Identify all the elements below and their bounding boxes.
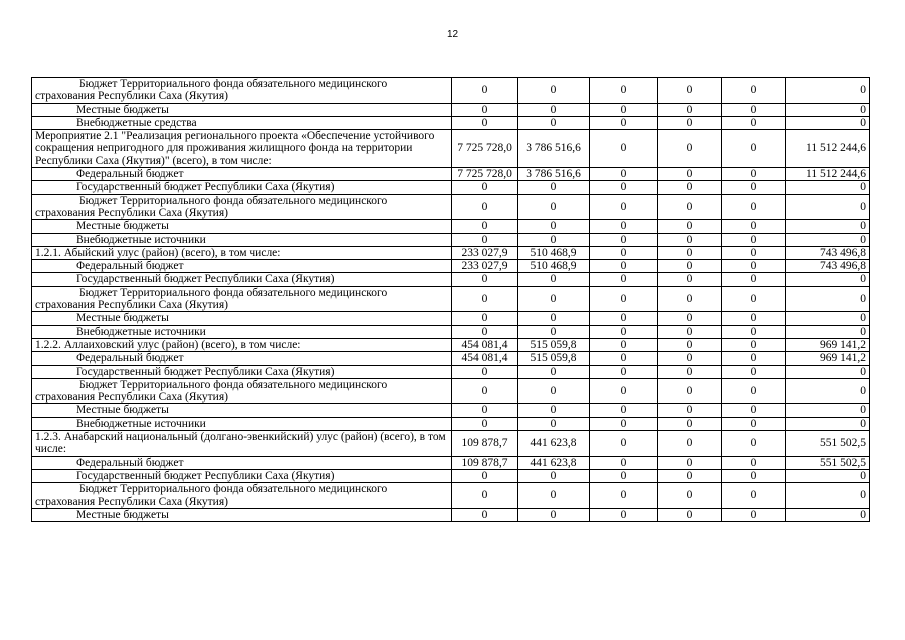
value-col-2: 0	[518, 286, 590, 312]
value-col-5: 0	[722, 194, 786, 220]
value-col-3: 0	[590, 365, 658, 378]
row-label: Государственный бюджет Республики Саха (Якутия)	[32, 181, 452, 194]
value-col-2: 510 468,9	[518, 260, 590, 273]
row-label: 1.2.1. Абыйский улус (район) (всего), в том числе:	[32, 246, 452, 259]
table-row	[32, 417, 870, 430]
value-col-4: 0	[658, 233, 722, 246]
value-total: 551 502,5	[786, 431, 870, 457]
value-col-3: 0	[590, 181, 658, 194]
value-col-4: 0	[658, 78, 722, 104]
table-row	[32, 78, 870, 104]
value-col-5: 0	[722, 417, 786, 430]
value-col-5: 0	[722, 508, 786, 521]
value-col-3: 0	[590, 168, 658, 181]
value-col-2: 3 786 516,6	[518, 130, 590, 168]
value-total: 0	[786, 483, 870, 509]
value-col-4: 0	[658, 116, 722, 129]
value-col-3: 0	[590, 130, 658, 168]
row-label: Внебюджетные источники	[32, 233, 452, 246]
value-col-1: 0	[452, 417, 518, 430]
value-col-1: 0	[452, 78, 518, 104]
value-col-4: 0	[658, 312, 722, 325]
value-col-1: 0	[452, 286, 518, 312]
value-col-3: 0	[590, 469, 658, 482]
table-row	[32, 194, 870, 220]
row-label: Внебюджетные источники	[32, 417, 452, 430]
value-col-1: 454 081,4	[452, 352, 518, 365]
value-col-2: 0	[518, 181, 590, 194]
table-body	[32, 78, 870, 522]
value-col-1: 0	[452, 233, 518, 246]
value-total: 0	[786, 508, 870, 521]
value-col-3: 0	[590, 456, 658, 469]
value-total: 0	[786, 365, 870, 378]
table-row	[32, 273, 870, 286]
row-label: Федеральный бюджет	[32, 352, 452, 365]
value-col-2: 515 059,8	[518, 352, 590, 365]
value-col-5: 0	[722, 312, 786, 325]
row-label: Бюджет Территориального фонда обязательного медицинского страхования Республики Саха (Якутия)	[32, 78, 452, 104]
value-total: 0	[786, 286, 870, 312]
value-col-3: 0	[590, 483, 658, 509]
value-col-4: 0	[658, 365, 722, 378]
value-total: 0	[786, 378, 870, 404]
value-col-5: 0	[722, 469, 786, 482]
value-col-2: 0	[518, 417, 590, 430]
value-col-5: 0	[722, 220, 786, 233]
table-row	[32, 325, 870, 338]
value-col-1: 0	[452, 469, 518, 482]
value-col-5: 0	[722, 103, 786, 116]
value-col-2: 0	[518, 508, 590, 521]
table-row	[32, 260, 870, 273]
value-col-1: 233 027,9	[452, 246, 518, 259]
value-col-3: 0	[590, 273, 658, 286]
value-total: 551 502,5	[786, 456, 870, 469]
value-total: 0	[786, 325, 870, 338]
table-row	[32, 483, 870, 509]
value-col-5: 0	[722, 78, 786, 104]
table-row	[32, 378, 870, 404]
value-col-2: 0	[518, 365, 590, 378]
value-col-1: 0	[452, 103, 518, 116]
row-label: Внебюджетные средства	[32, 116, 452, 129]
value-col-2: 441 623,8	[518, 456, 590, 469]
value-col-5: 0	[722, 338, 786, 351]
value-col-3: 0	[590, 431, 658, 457]
table-row	[32, 130, 870, 168]
value-total: 743 496,8	[786, 260, 870, 273]
value-col-3: 0	[590, 404, 658, 417]
value-col-4: 0	[658, 194, 722, 220]
value-total: 0	[786, 78, 870, 104]
value-col-1: 109 878,7	[452, 431, 518, 457]
value-col-3: 0	[590, 378, 658, 404]
value-col-3: 0	[590, 220, 658, 233]
value-col-2: 0	[518, 325, 590, 338]
value-col-5: 0	[722, 260, 786, 273]
value-col-1: 0	[452, 483, 518, 509]
value-col-2: 0	[518, 220, 590, 233]
value-col-1: 0	[452, 404, 518, 417]
value-col-3: 0	[590, 352, 658, 365]
value-col-1: 109 878,7	[452, 456, 518, 469]
table-row	[32, 181, 870, 194]
row-label: Бюджет Территориального фонда обязательного медицинского страхования Республики Саха (Якутия)	[32, 286, 452, 312]
value-total: 0	[786, 404, 870, 417]
value-col-2: 0	[518, 469, 590, 482]
value-col-1: 0	[452, 325, 518, 338]
value-col-2: 0	[518, 404, 590, 417]
value-col-4: 0	[658, 469, 722, 482]
value-col-4: 0	[658, 220, 722, 233]
value-total: 743 496,8	[786, 246, 870, 259]
value-col-4: 0	[658, 130, 722, 168]
row-label: 1.2.2. Аллаиховский улус (район) (всего), в том числе:	[32, 338, 452, 351]
table-row	[32, 508, 870, 521]
value-col-5: 0	[722, 325, 786, 338]
row-label: Федеральный бюджет	[32, 260, 452, 273]
value-col-3: 0	[590, 78, 658, 104]
value-col-2: 510 468,9	[518, 246, 590, 259]
value-col-5: 0	[722, 352, 786, 365]
row-label: Мероприятие 2.1 "Реализация регионального проекта «Обеспечение устойчивого сокращения непригодного для проживания жилищного фонда на территории Республики Саха (Якутия)" (всего), в том числе:	[32, 130, 452, 168]
value-col-3: 0	[590, 508, 658, 521]
value-col-5: 0	[722, 168, 786, 181]
value-total: 969 141,2	[786, 352, 870, 365]
value-col-1: 0	[452, 116, 518, 129]
row-label: 1.2.3. Анабарский национальный (долгано-эвенкийский) улус (район) (всего), в том числе:	[32, 431, 452, 457]
value-col-4: 0	[658, 103, 722, 116]
row-label: Местные бюджеты	[32, 220, 452, 233]
value-col-4: 0	[658, 246, 722, 259]
table-row	[32, 338, 870, 351]
value-col-4: 0	[658, 483, 722, 509]
value-col-5: 0	[722, 273, 786, 286]
budget-table	[31, 77, 870, 522]
value-col-3: 0	[590, 286, 658, 312]
value-col-1: 0	[452, 220, 518, 233]
value-col-1: 7 725 728,0	[452, 130, 518, 168]
value-col-4: 0	[658, 273, 722, 286]
value-col-4: 0	[658, 508, 722, 521]
table-row	[32, 233, 870, 246]
value-total: 969 141,2	[786, 338, 870, 351]
value-col-3: 0	[590, 194, 658, 220]
value-total: 0	[786, 116, 870, 129]
value-col-2: 515 059,8	[518, 338, 590, 351]
value-col-2: 0	[518, 233, 590, 246]
value-col-4: 0	[658, 417, 722, 430]
value-col-3: 0	[590, 260, 658, 273]
value-col-4: 0	[658, 168, 722, 181]
value-col-3: 0	[590, 417, 658, 430]
value-col-5: 0	[722, 130, 786, 168]
value-col-4: 0	[658, 260, 722, 273]
value-total: 11 512 244,6	[786, 168, 870, 181]
value-col-5: 0	[722, 181, 786, 194]
row-label: Бюджет Территориального фонда обязательного медицинского страхования Республики Саха (Якутия)	[32, 194, 452, 220]
value-col-3: 0	[590, 103, 658, 116]
table-row	[32, 431, 870, 457]
value-col-2: 0	[518, 378, 590, 404]
value-col-5: 0	[722, 286, 786, 312]
value-col-1: 0	[452, 181, 518, 194]
value-col-1: 0	[452, 194, 518, 220]
table-row	[32, 116, 870, 129]
value-col-4: 0	[658, 378, 722, 404]
page-number: 12	[446, 29, 459, 40]
value-col-1: 0	[452, 378, 518, 404]
table-row	[32, 246, 870, 259]
table-row	[32, 352, 870, 365]
value-col-4: 0	[658, 286, 722, 312]
table-row	[32, 103, 870, 116]
table-row	[32, 286, 870, 312]
value-col-1: 0	[452, 273, 518, 286]
value-col-5: 0	[722, 233, 786, 246]
row-label: Местные бюджеты	[32, 508, 452, 521]
value-col-2: 0	[518, 116, 590, 129]
row-label: Местные бюджеты	[32, 103, 452, 116]
value-col-3: 0	[590, 246, 658, 259]
value-total: 11 512 244,6	[786, 130, 870, 168]
table-row	[32, 220, 870, 233]
value-col-5: 0	[722, 456, 786, 469]
row-label: Государственный бюджет Республики Саха (Якутия)	[32, 469, 452, 482]
value-col-5: 0	[722, 404, 786, 417]
value-col-2: 0	[518, 483, 590, 509]
value-col-1: 0	[452, 508, 518, 521]
table-row	[32, 312, 870, 325]
value-total: 0	[786, 233, 870, 246]
row-label: Местные бюджеты	[32, 312, 452, 325]
table-row	[32, 469, 870, 482]
value-col-1: 454 081,4	[452, 338, 518, 351]
value-total: 0	[786, 103, 870, 116]
value-col-2: 441 623,8	[518, 431, 590, 457]
value-col-4: 0	[658, 431, 722, 457]
value-col-4: 0	[658, 338, 722, 351]
value-col-2: 0	[518, 78, 590, 104]
value-col-1: 233 027,9	[452, 260, 518, 273]
value-col-2: 0	[518, 103, 590, 116]
value-col-4: 0	[658, 404, 722, 417]
value-col-2: 3 786 516,6	[518, 168, 590, 181]
value-col-1: 0	[452, 312, 518, 325]
value-total: 0	[786, 220, 870, 233]
row-label: Федеральный бюджет	[32, 168, 452, 181]
value-col-3: 0	[590, 325, 658, 338]
table-row	[32, 456, 870, 469]
value-col-1: 0	[452, 365, 518, 378]
value-col-5: 0	[722, 431, 786, 457]
value-total: 0	[786, 417, 870, 430]
row-label: Бюджет Территориального фонда обязательного медицинского страхования Республики Саха (Якутия)	[32, 483, 452, 509]
row-label: Бюджет Территориального фонда обязательного медицинского страхования Республики Саха (Якутия)	[32, 378, 452, 404]
table-row	[32, 404, 870, 417]
value-col-4: 0	[658, 352, 722, 365]
value-col-3: 0	[590, 338, 658, 351]
value-col-4: 0	[658, 181, 722, 194]
table-row	[32, 168, 870, 181]
value-col-4: 0	[658, 325, 722, 338]
value-col-1: 7 725 728,0	[452, 168, 518, 181]
value-col-5: 0	[722, 116, 786, 129]
value-total: 0	[786, 273, 870, 286]
table-row	[32, 365, 870, 378]
row-label: Внебюджетные источники	[32, 325, 452, 338]
value-col-2: 0	[518, 312, 590, 325]
value-col-2: 0	[518, 194, 590, 220]
row-label: Государственный бюджет Республики Саха (Якутия)	[32, 273, 452, 286]
row-label: Государственный бюджет Республики Саха (Якутия)	[32, 365, 452, 378]
value-col-5: 0	[722, 365, 786, 378]
value-total: 0	[786, 181, 870, 194]
value-total: 0	[786, 194, 870, 220]
value-col-3: 0	[590, 233, 658, 246]
row-label: Местные бюджеты	[32, 404, 452, 417]
value-col-5: 0	[722, 246, 786, 259]
value-col-5: 0	[722, 378, 786, 404]
value-col-4: 0	[658, 456, 722, 469]
value-total: 0	[786, 312, 870, 325]
row-label: Федеральный бюджет	[32, 456, 452, 469]
value-total: 0	[786, 469, 870, 482]
value-col-5: 0	[722, 483, 786, 509]
value-col-2: 0	[518, 273, 590, 286]
value-col-3: 0	[590, 312, 658, 325]
value-col-3: 0	[590, 116, 658, 129]
